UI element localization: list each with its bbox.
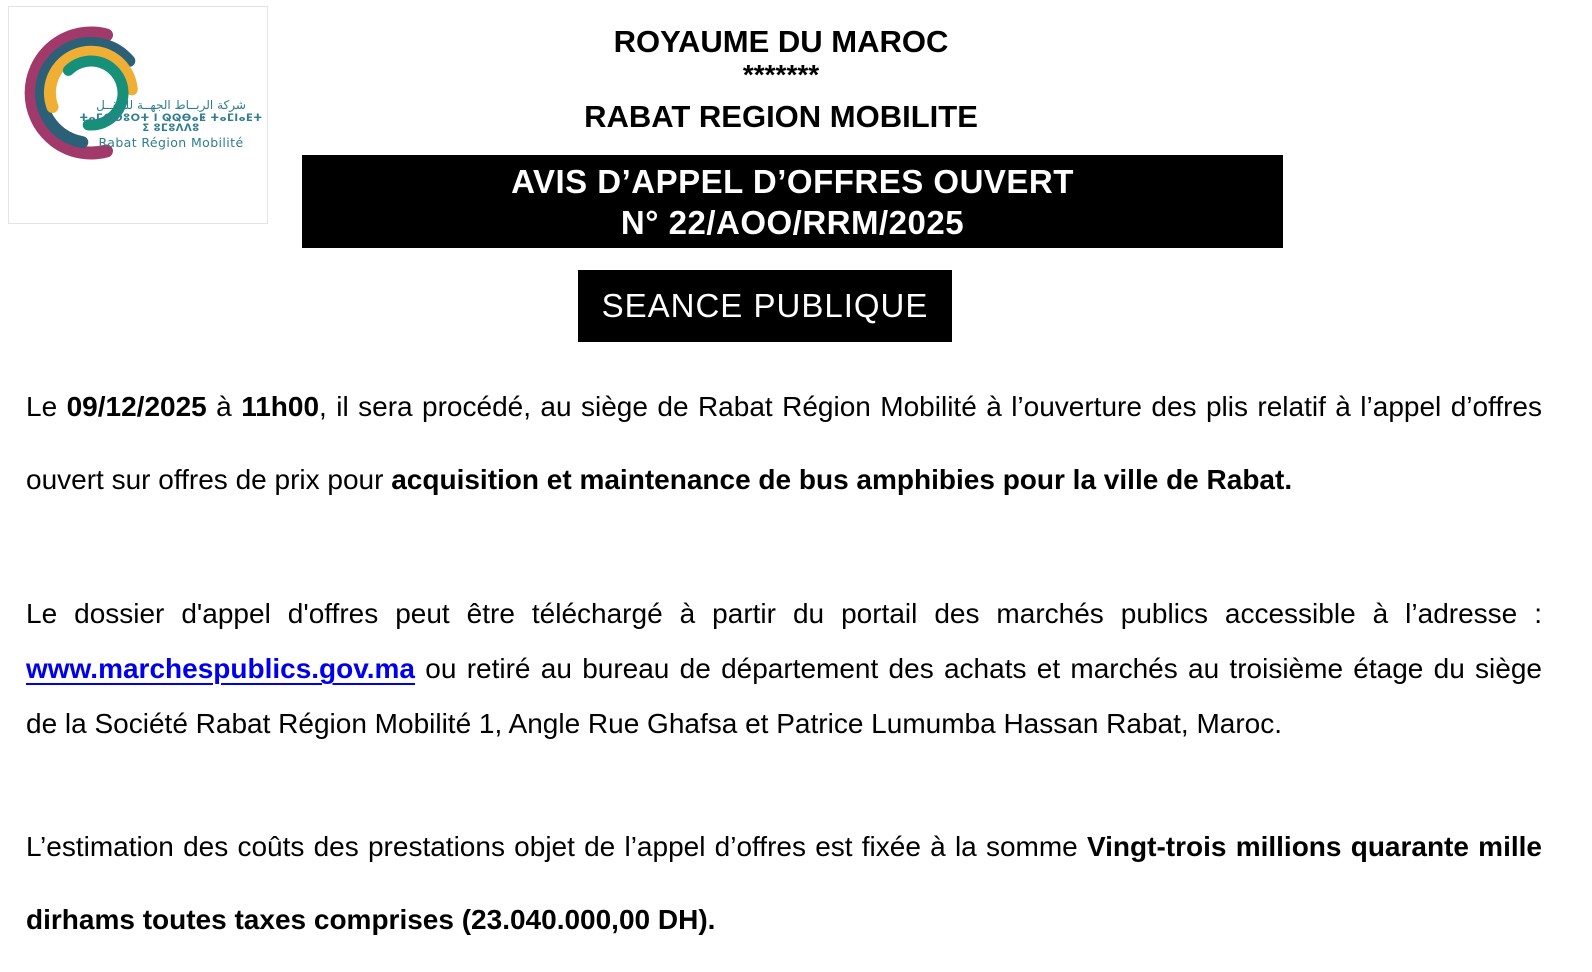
p3-text: L’estimation des coûts des prestations objet de l’appel d’offres est fixée à la somme (26, 831, 1087, 862)
kingdom-title: ROYAUME DU MAROC (613, 24, 949, 59)
logo-tifinagh-text: ⵜⴰⵎⵙⵙⵓⵔⵜ ⵏ ⵕⵕⴱⴰⵟ ⵜⴰⵎⵏⴰⴹⵜ ⵉ ⵓⵎⵓⴷⴷⵓ (79, 113, 263, 134)
p3-amount: Vingt-trois millions quarante mille dirhams toutes taxes comprises (23.040.000,00 DH). (26, 831, 1542, 935)
stars-separator: ******* (742, 59, 820, 90)
organization-title: RABAT REGION MOBILITE (584, 99, 978, 134)
p2-text: Le dossier d'appel d'offres peut être téléchargé à partir du portail des marchés publics accessible à l’adresse : (26, 598, 1542, 629)
notice-title-line1: AVIS D’APPEL D’OFFRES OUVERT (511, 162, 1074, 200)
session-banner (578, 270, 952, 342)
p1-time: 11h00 (241, 391, 320, 422)
paragraph-estimation (26, 810, 1542, 956)
p1-text: Le (26, 391, 67, 422)
notice-title-banner (302, 155, 1283, 248)
paragraph-opening (26, 370, 1542, 516)
logo-arabic-text: شركة الربــاط الجهــة للتنقــل (96, 98, 246, 112)
p1-text: à (206, 391, 242, 422)
document-header (0, 24, 1562, 135)
session-label: SEANCE PUBLIQUE (601, 287, 929, 324)
p1-subject: acquisition et maintenance de bus amphibies pour la ville de Rabat. (391, 464, 1293, 495)
notice-number: N° 22/AOO/RRM/2025 (620, 203, 965, 241)
logo-latin-text: Rabat Région Mobilité (98, 135, 244, 150)
p2-text: ou retiré au bureau de département des achats et marchés au troisième étage du siège de la Société Rabat Région Mobilité 1, Angle Rue Ghafsa et Patrice Lumumba Hassan Rabat, Maroc. (26, 653, 1542, 739)
p1-text: , il sera procédé, au siège de Rabat Région Mobilité à l’ouverture des plis relatif à l’appel d’offres ouvert sur offres de prix pour (26, 391, 1543, 495)
p1-date: 09/12/2025 (66, 391, 207, 422)
marchespublics-link[interactable]: www.marchespublics.gov.ma (26, 653, 416, 684)
paragraph-download (26, 586, 1542, 751)
